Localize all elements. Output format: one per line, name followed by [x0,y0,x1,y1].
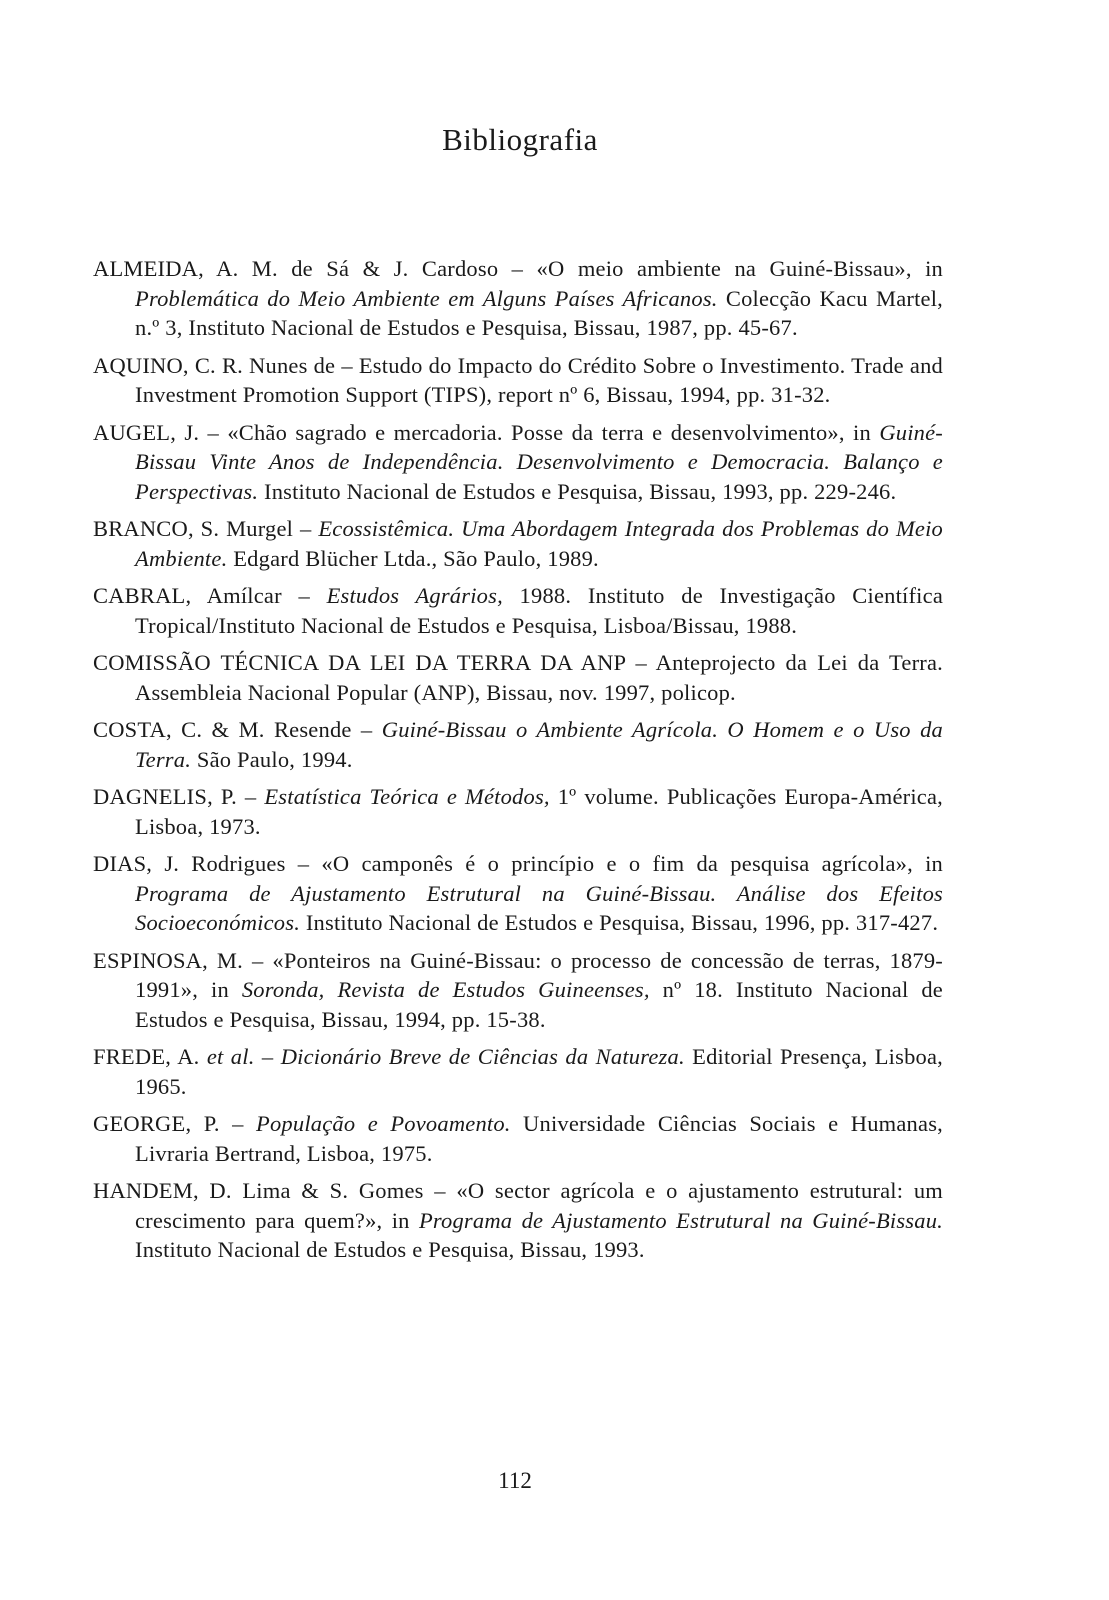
entry-text: COSTA, C. & M. Resende – [93,717,382,742]
entry-text: Edgard Blücher Ltda., São Paulo, 1989. [227,545,599,571]
entry-title-italic: Guiné-Bissau Vinte Anos de Independência. Desenvolvimento e Democracia. Balanço e Perspectivas. [135,419,943,504]
page-number: 112 [498,1468,532,1493]
entry-text: GEORGE, P. – [93,1111,257,1136]
entry-text: HANDEM, D. Lima & S. Gomes – «O sector agrícola e o ajustamento estrutural: um crescimento para quem?», in [93,1178,943,1233]
bibliography-entry [93,782,943,841]
entry-title-italic: Dicionário Breve de Ciências da Natureza. [280,1044,685,1069]
entry-text: ESPINOSA, M. – «Ponteiros na Guiné-Bissau: o processo de concessão de terras, 1879-1991», in [93,947,943,1002]
entry-title-italic: Ecossistêmica. Uma Abordagem Integrada dos Problemas do Meio Ambiente. [135,516,943,571]
entry-text: São Paulo, 1994. [191,746,353,772]
entry-text: DAGNELIS, P. – [93,784,265,809]
entry-text: Instituto Nacional de Estudos e Pesquisa, Bissau, 1993, pp. 229-246. [258,478,897,504]
bibliography-entry [93,418,943,507]
entry-text: Instituto Nacional de Estudos e Pesquisa, Bissau, 1993. [135,1237,645,1262]
entry-title-italic: et al. [206,1044,255,1069]
entry-text: 1º volume. Publicações Europa-América, Lisboa, 1973. [135,784,944,839]
entry-text: BRANCO, S. Murgel – [93,516,319,541]
page-title: Bibliografia [442,122,598,157]
entry-title-italic: Problemática do Meio Ambiente em Alguns Países Africanos. [135,285,718,311]
bibliography-entry [93,514,943,573]
bibliography-entry [93,1109,943,1168]
entry-title-italic: Programa de Ajustamento Estrutural na Guiné-Bissau. Análise dos Efeitos Socioeconómicos. [135,880,943,935]
entry-text: FREDE, A. [93,1044,207,1069]
entry-text: nº 18. Instituto Nacional de Estudos e Pesquisa, Bissau, 1994, pp. 15-38. [135,977,943,1032]
bibliography-entry [93,648,943,707]
entry-text: Instituto Nacional de Estudos e Pesquisa, Bissau, 1996, pp. 317-427. [300,910,939,935]
bibliography-entry [93,946,943,1035]
bibliography-entry [93,1042,943,1101]
bibliography-entry [93,581,943,640]
entry-text: CABRAL, Amílcar – [93,583,327,608]
entry-text: AUGEL, J. – «Chão sagrado e mercadoria. Posse da terra e desenvolvimento», in [93,419,880,445]
entry-title-italic: Soronda, Revista de Estudos Guineenses, [241,977,650,1002]
bibliography-list [93,254,943,1273]
bibliography-entry [93,351,943,410]
entry-text: Colecção Kacu Martel, n.º 3, Instituto Nacional de Estudos e Pesquisa, Bissau, 1987, pp. 45-67. [135,285,943,340]
entry-text: Editorial Presença, Lisboa, 1965. [135,1044,943,1099]
entry-text: DIAS, J. Rodrigues – «O camponês é o princípio e o fim da pesquisa agrícola», in [93,851,943,876]
entry-text: AQUINO, C. R. Nunes de – Estudo do Impacto do Crédito Sobre o Investimento. Trade and Investment Promotion Support (TIPS), report nº 6, Bissau, 1994, pp. 31-32. [93,352,943,407]
bibliography-entry [93,1176,943,1265]
entry-text: ALMEIDA, A. M. de Sá & J. Cardoso – «O meio ambiente na Guiné-Bissau», in [93,256,943,281]
entry-text: 1988. Instituto de Investigação Científica Tropical/Instituto Nacional de Estudos e Pesquisa, Lisboa/Bissau, 1988. [135,583,944,638]
entry-title-italic: Programa de Ajustamento Estrutural na Guiné-Bissau. [418,1207,943,1233]
entry-text: – [254,1044,281,1069]
entry-text: Universidade Ciências Sociais e Humanas, Livraria Bertrand, Lisboa, 1975. [135,1111,943,1166]
bibliography-entry [93,849,943,938]
entry-title-italic: Guiné-Bissau o Ambiente Agrícola. O Homem e o Uso da Terra. [135,717,943,772]
entry-title-italic: Estudos Agrários, [326,583,503,608]
bibliography-entry [93,254,943,343]
entry-title-italic: Estatística Teórica e Métodos, [264,784,550,809]
bibliography-entry [93,715,943,774]
entry-text: COMISSÃO TÉCNICA DA LEI DA TERRA DA ANP – Anteprojecto da Lei da Terra. Assembleia Nacional Popular (ANP), Bissau, nov. 1997, policop. [93,650,943,705]
entry-title-italic: População e Povoamento. [256,1111,511,1136]
